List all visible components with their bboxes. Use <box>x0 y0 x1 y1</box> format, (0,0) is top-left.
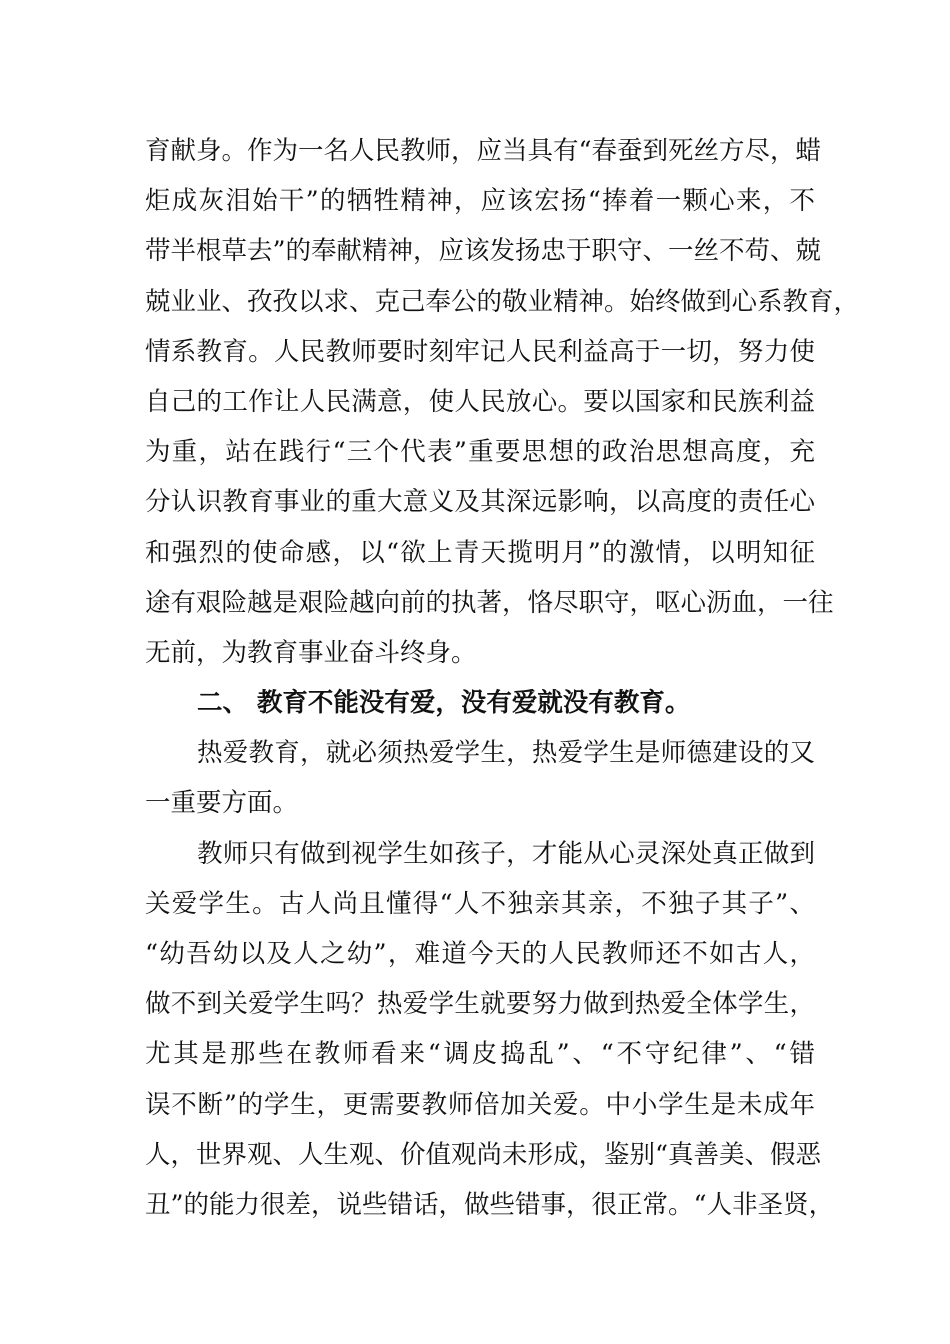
text-line: 热爱教育，就必须热爱学生，热爱学生是师德建设的又 <box>197 738 815 769</box>
text-line: 无前，为教育事业奋斗终身。 <box>145 637 477 668</box>
text-line: 和强烈的使命感，以“欲上青天揽明月”的激情，以明知征 <box>145 537 815 568</box>
text-line: 炬成灰泪始干”的牺牲精神，应该宏扬“捧着一颗心来，不 <box>145 186 815 217</box>
text-line: 途有艰险越是艰险越向前的执著，恪尽职守，呕心沥血，一往 <box>145 587 834 618</box>
document-page <box>145 126 860 1230</box>
text-line: 情系教育。人民教师要时刻牢记人民利益高于一切，努力使 <box>145 336 815 367</box>
text-line: 人，世界观、人生观、价值观尚未形成，鉴别“真善美、假恶 <box>145 1139 822 1170</box>
heading-text: 二、 教育不能没有爱，没有爱就没有教育。 <box>197 688 691 719</box>
text-line: 分认识教育事业的重大意义及其深远影响，以高度的责任心 <box>145 487 815 518</box>
text-line: 尤其是那些在教师看来“调皮捣乱”、“不守纪律”、“错 <box>145 1039 815 1070</box>
section-heading-2 <box>145 678 815 728</box>
text-line: 为重，站在践行“三个代表”重要思想的政治思想高度，充 <box>145 437 815 468</box>
text-line: 带半根草去”的奉献精神，应该发扬忠于职守、一丝不苟、兢 <box>145 236 822 267</box>
paragraph-love-students <box>145 728 815 828</box>
text-line: 做不到关爱学生吗？热爱学生就要努力做到热爱全体学生， <box>145 989 815 1020</box>
text-line: “幼吾幼以及人之幼”，难道今天的人民教师还不如古人， <box>145 939 815 969</box>
text-line: 兢业业、孜孜以求、克己奉公的敬业精神。始终做到心系教育， <box>145 286 860 317</box>
text-line: 误不断”的学生，更需要教师倍加关爱。中小学生是未成年 <box>145 1089 815 1120</box>
paragraph-care-students <box>145 829 835 1231</box>
text-line: 一重要方面。 <box>145 788 299 819</box>
text-line: 丑”的能力很差，说些错话，做些错事，很正常。“人非圣贤， <box>145 1189 835 1220</box>
text-line: 教师只有做到视学生如孩子，才能从心灵深处真正做到 <box>197 838 815 869</box>
text-line: 自己的工作让人民满意，使人民放心。要以国家和民族利益 <box>145 386 815 417</box>
paragraph-teacher-dedication <box>145 126 860 678</box>
text-line: 育献身。作为一名人民教师，应当具有“春蚕到死丝方尽，蜡 <box>145 136 822 166</box>
text-line: 关爱学生。古人尚且懂得“人不独亲其亲，不独子其子”、 <box>145 888 815 919</box>
